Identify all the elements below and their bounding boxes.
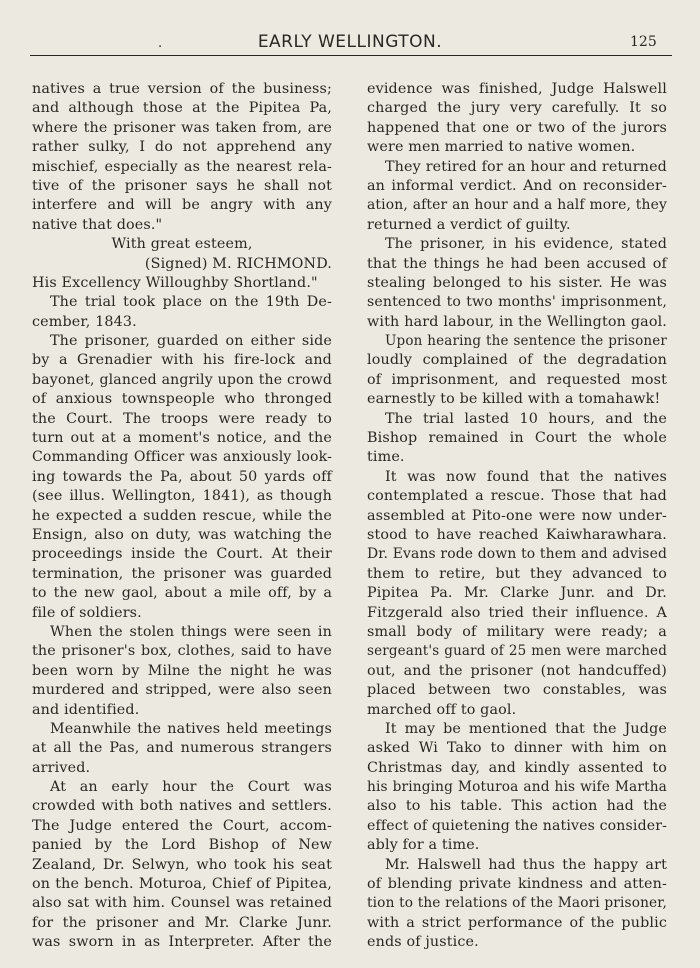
left-column [32,80,332,953]
text-line: evidence was finished, Judge Halswell [367,81,667,97]
text-line: asked Wi Tako to dinner with him on [367,740,667,757]
text-line: Fitzgerald also tried their influence. A [367,604,667,621]
text-line: and although those at the Pipitea Pa, [32,100,332,117]
text-line: time. [367,449,405,466]
text-line: Dr. Evans rode down to them and advised [367,546,667,563]
text-line: by a Grenadier with his fire-lock and [32,352,332,369]
right-column [367,80,667,953]
text-line: contemplated a rescue. Those that had [367,488,667,505]
text-line: also sat with him. Counsel was retained [32,895,332,912]
text-line: of blending private kindness and atten- [367,876,667,893]
text-line: tive of the prisoner says he shall not [32,177,332,194]
text-line: They retired for an hour and returned [385,158,667,175]
text-line: It may be mentioned that the Judge [385,720,667,737]
text-line: sentenced to two months' imprisonment, [367,294,667,311]
text-line: Zealand, Dr. Selwyn, who took his seat [32,856,332,873]
text-line: with hard labour, in the Wellington gaol. [367,313,667,330]
text-line: interfere and will be angry with any [32,197,332,214]
text-line: The prisoner, in his evidence, stated [385,236,667,253]
text-line: the prisoner's box, clothes, said to have [32,643,332,660]
text-line: turn out at a moment's notice, and the [32,430,332,447]
text-line: Mr. Halswell had thus the happy art [385,856,667,873]
text-line: ably for a time. [367,837,480,854]
text-line: ends of justice. [367,934,479,951]
text-line: an informal verdict. And on reconsider- [367,177,667,194]
text-line: his bringing Moturoa and his wife Martha [367,779,667,796]
text-line: The prisoner, guarded on either side [50,333,332,350]
text-line: stood to have reached Kaiwharawhara. [367,526,667,543]
text-line: (see illus. Wellington, 1841), as though [32,488,332,505]
page-number: 125 [630,34,657,50]
text-line: ing towards the Pa, about 50 yards off [32,468,332,485]
text-line: tion to the relations of the Maori prisoner, [367,895,667,912]
text-line: mischief, especially as the nearest rela- [32,158,332,175]
text-line: Christmas day, and kindly assented to [367,759,667,776]
text-line: Meanwhile the natives held meetings [50,720,332,737]
text-line: marched off to gaol. [367,701,517,718]
text-line: It was now found that the natives [385,468,667,485]
text-line: The trial lasted 10 hours, and the [385,410,667,427]
text-line: native that does." [32,216,163,233]
text-line: Bishop remained in Court the whole [367,430,667,447]
text-line: Commanding Officer was anxiously look- [32,449,332,466]
text-line: was sworn in as Interpreter. After the [32,934,332,951]
running-header [0,30,700,56]
text-line: the Court. The troops were ready to [32,410,332,427]
text-line: crowded with both natives and settlers. [32,798,332,815]
text-line: (Signed) M. RICHMOND. [144,255,332,272]
text-line: where the prisoner was taken from, are [32,119,332,136]
text-line: out, and the prisoner (not handcuffed) [367,662,667,679]
text-line: loudly complained of the degradation [367,352,667,369]
text-line: with a strict performance of the public [367,914,667,931]
text-line: Pipitea Pa. Mr. Clarke Junr. and Dr. [367,585,667,602]
text-line: were men married to native women. [367,139,636,156]
text-line: sergeant's guard of 25 men were marched [367,643,667,660]
text-line: of anxious townspeople who thronged [32,391,332,408]
text-line: he expected a sudden rescue, while the [32,507,332,524]
text-line: proceedings inside the Court. At their [32,546,332,563]
text-line: been worn by Milne the night he was [32,662,332,679]
text-line: panied by the Lord Bishop of New [32,837,332,854]
header-rule [30,55,672,56]
text-line: of imprisonment, and requested most [367,371,667,388]
text-line: ation, after an hour and a half more, they [367,197,667,214]
text-line: charged the jury very carefully. It so [367,100,667,117]
text-line: natives a true version of the business; [32,81,332,97]
text-line: on the bench. Moturoa, Chief of Pipitea, [32,876,332,893]
text-line: termination, the prisoner was guarded [32,565,332,582]
text-line: effect of quietening the natives consider- [367,817,668,834]
text-line: happened that one or two of the jurors [367,119,667,136]
text-line: returned a verdict of guilty. [367,216,571,233]
text-line: file of soldiers. [32,604,142,621]
text-line: rather sulky, I do not apprehend any [32,139,332,156]
text-line: to the new gaol, about a mile off, by a [32,585,332,602]
text-line: and identified. [32,701,140,718]
text-line: His Excellency Willoughby Shortland." [32,274,318,291]
text-line: that the things he had been accused of [367,255,667,272]
text-line: arrived. [32,759,91,776]
header-title: EARLY WELLINGTON. [257,32,443,52]
text-line: also to his table. This action had the [367,798,667,815]
text-line: At an early hour the Court was [50,779,332,796]
header-dot: . [158,36,163,51]
text-line: bayonet, glanced angrily upon the crowd [32,371,332,388]
text-line: stealing belonged to his sister. He was [367,274,667,291]
text-line: The trial took place on the 19th De- [50,294,332,311]
text-line: With great esteem, [111,236,253,253]
text-line: When the stolen things were seen in [50,623,332,640]
text-line: assembled at Pito-one were now under- [367,507,667,524]
text-line: The Judge entered the Court, accom- [32,817,332,834]
text-line: at all the Pas, and numerous strangers [32,740,332,757]
text-line: cember, 1843. [32,313,137,330]
text-line: small body of military were ready; a [367,623,667,640]
text-line: earnestly to be killed with a tomahawk! [367,391,661,408]
text-line: for the prisoner and Mr. Clarke Junr. [32,914,332,931]
text-line: murdered and stripped, were also seen [32,682,332,699]
text-line: them to retire, but they advanced to [367,565,667,582]
text-line: Ensign, also on duty, was watching the [32,526,332,543]
text-line: placed between two constables, was [367,682,667,699]
text-line: Upon hearing the sentence the prisoner [385,333,667,350]
